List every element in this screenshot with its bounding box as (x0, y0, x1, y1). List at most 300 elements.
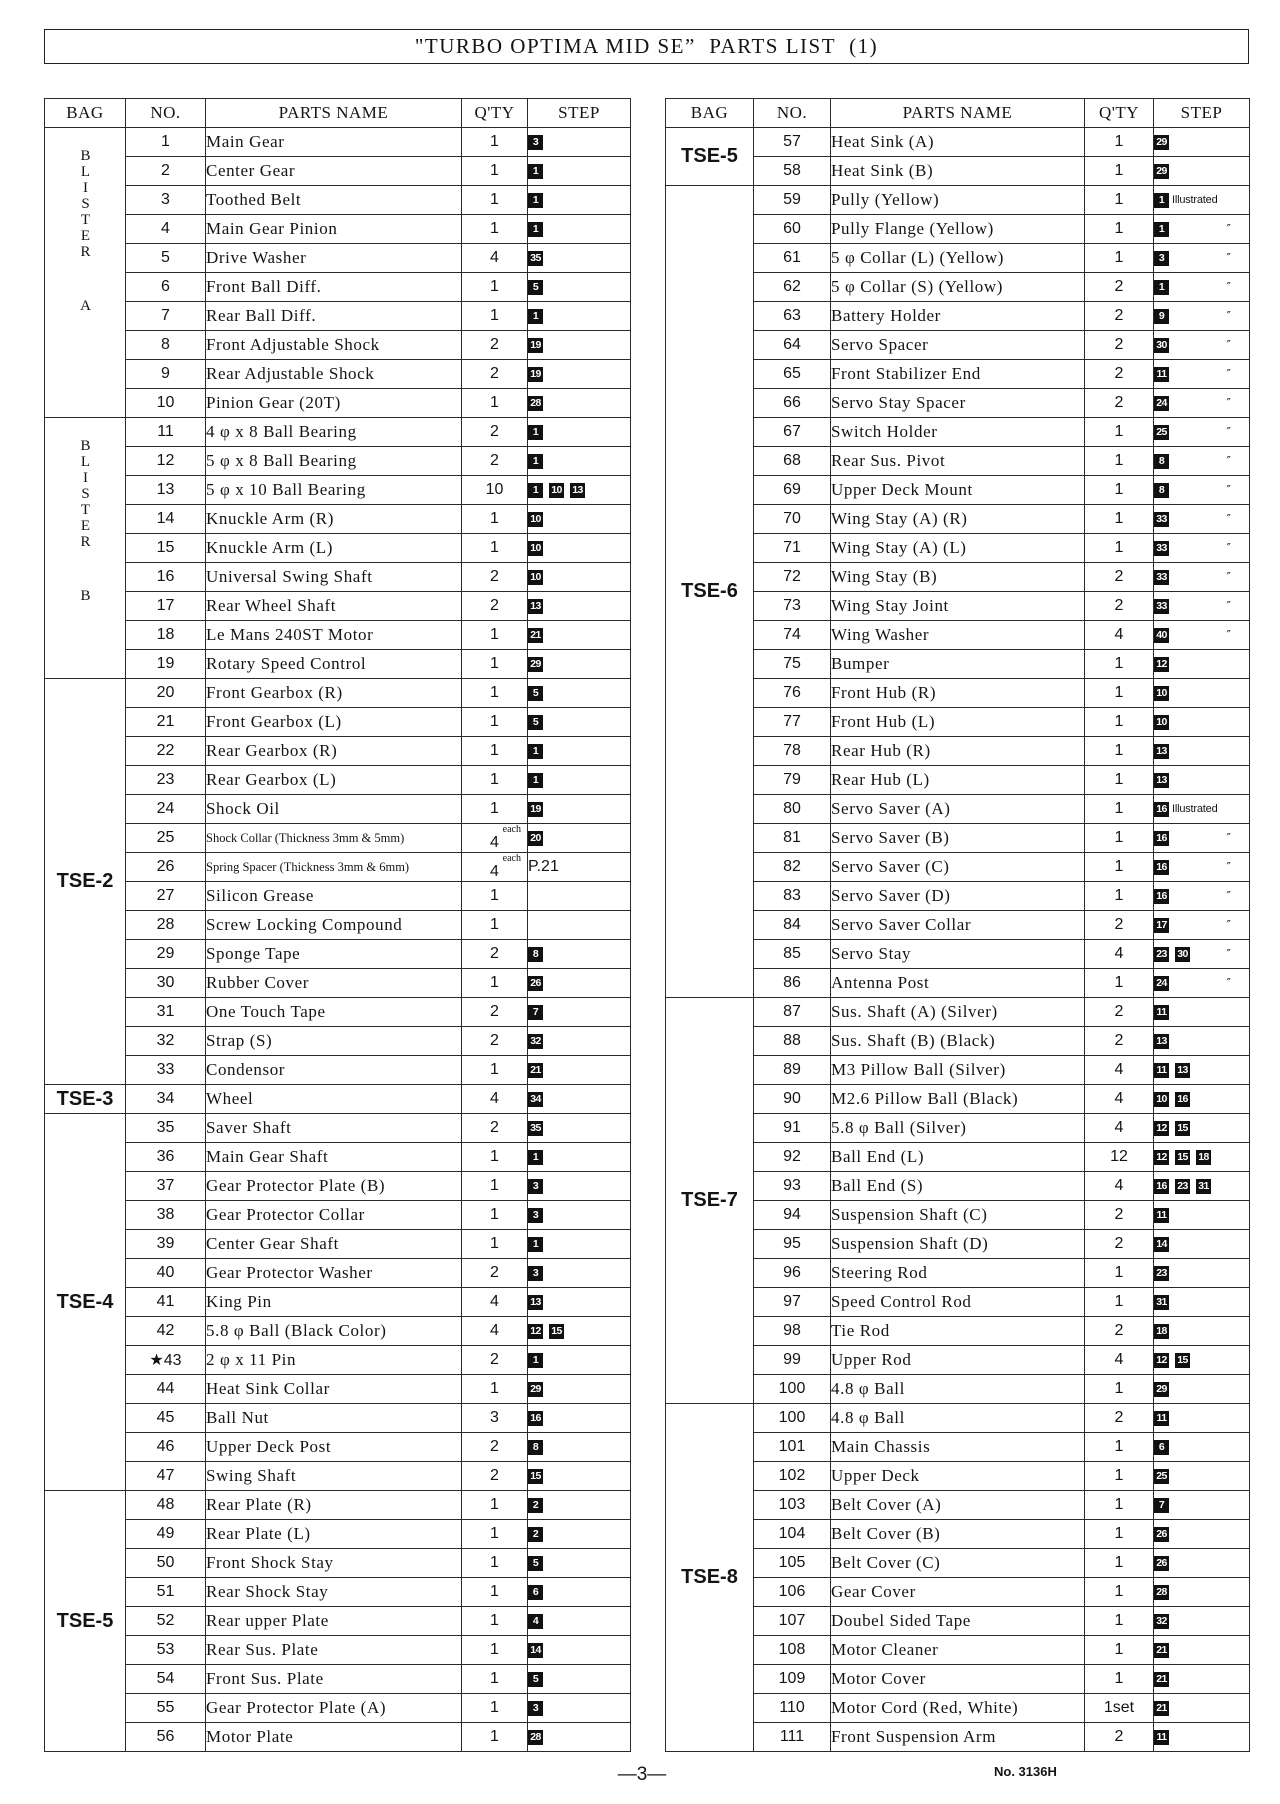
step-badge: 1 (528, 193, 543, 208)
step-list (1154, 303, 1249, 330)
step-cell (528, 563, 631, 592)
step-badge: 3 (1154, 251, 1169, 266)
step-cell (1154, 1230, 1250, 1259)
step-badge: 16 (1154, 1179, 1169, 1194)
qty-value: 2 (1114, 1235, 1124, 1252)
step-list (1154, 796, 1249, 823)
step-badge: 9 (1154, 309, 1169, 324)
step-cell (528, 737, 631, 766)
part-number: 110 (754, 1694, 831, 1723)
step-badge: 4 (528, 1614, 543, 1629)
ditto-mark: ″ (1226, 976, 1231, 990)
qty-value: 1 (1114, 887, 1124, 904)
step-badge: 5 (528, 715, 543, 730)
step-badge: 24 (1154, 976, 1169, 991)
part-qty (1085, 186, 1154, 215)
part-qty (462, 969, 528, 998)
part-number: 91 (754, 1114, 831, 1143)
table-row (666, 1201, 1250, 1230)
step-list (1154, 1666, 1249, 1693)
qty-value: 1 (1114, 1496, 1124, 1513)
table-row (45, 215, 631, 244)
step-list (1154, 593, 1249, 620)
step-cell (528, 244, 631, 273)
qty-value: 1 (1114, 191, 1124, 208)
step-badge: 2 (528, 1498, 543, 1513)
part-number: 4 (126, 215, 206, 244)
step-cell (1154, 679, 1250, 708)
part-number: 39 (126, 1230, 206, 1259)
part-name: Center Gear Shaft (206, 1230, 462, 1259)
qty-value: 2 (1114, 307, 1124, 324)
part-qty (462, 911, 528, 940)
qty-value: 1 (1114, 1264, 1124, 1281)
step-badge: 24 (1154, 396, 1169, 411)
header-row (45, 99, 631, 128)
table-row (45, 708, 631, 737)
part-qty (1085, 418, 1154, 447)
step-badge: 21 (528, 628, 543, 643)
table-row (45, 1433, 631, 1462)
part-number: 27 (126, 882, 206, 911)
step-badge: 15 (528, 1469, 543, 1484)
step-list (1154, 158, 1249, 185)
part-qty (1085, 1288, 1154, 1317)
table-row (666, 1230, 1250, 1259)
part-number: ★43 (126, 1346, 206, 1375)
step-cell (528, 1694, 631, 1723)
part-qty (1085, 534, 1154, 563)
step-list (528, 1434, 630, 1461)
qty-value: 1 (490, 1177, 499, 1194)
step-cell (528, 1085, 631, 1114)
step-list (528, 564, 630, 591)
part-number: 90 (754, 1085, 831, 1114)
table-row (666, 389, 1250, 418)
step-list (1154, 709, 1249, 736)
step-cell (528, 1607, 631, 1636)
qty-value: 1 (1114, 510, 1124, 527)
qty-value: 1set (1103, 1699, 1135, 1716)
step-badge: 33 (1154, 541, 1169, 556)
part-number: 57 (754, 128, 831, 157)
ditto-mark: ″ (1226, 309, 1231, 323)
step-badge: 10 (1154, 715, 1169, 730)
qty-value: 1 (1114, 1525, 1124, 1542)
part-number: 37 (126, 1172, 206, 1201)
part-qty (462, 1694, 528, 1723)
step-list (528, 1492, 630, 1519)
step-badge: 23 (1154, 1266, 1169, 1281)
part-name: Speed Control Rod (831, 1288, 1085, 1317)
part-name: 5 φ Collar (S) (Yellow) (831, 273, 1085, 302)
step-list (1154, 1347, 1249, 1374)
table-row (45, 1027, 631, 1056)
step-list (528, 912, 630, 939)
part-qty (462, 186, 528, 215)
header-no: NO. (754, 99, 831, 128)
step-list (1154, 1637, 1249, 1664)
part-number: 46 (126, 1433, 206, 1462)
bag-cell (45, 1491, 126, 1752)
step-badge: 18 (1154, 1324, 1169, 1339)
part-name: Pully Flange (Yellow) (831, 215, 1085, 244)
part-name: Servo Stay (831, 940, 1085, 969)
step-cell (1154, 302, 1250, 331)
part-number: 50 (126, 1549, 206, 1578)
step-list (1154, 1173, 1249, 1200)
step-cell (1154, 766, 1250, 795)
step-badge: 11 (1154, 1411, 1169, 1426)
part-name: Wing Stay (A) (L) (831, 534, 1085, 563)
step-cell (528, 1549, 631, 1578)
step-list (1154, 912, 1249, 939)
part-number: 96 (754, 1259, 831, 1288)
qty-value: 1 (490, 1583, 499, 1600)
qty-value: 2 (1114, 568, 1124, 585)
step-list (1154, 1115, 1249, 1142)
part-number: 9 (126, 360, 206, 389)
step-badge: 3 (528, 135, 543, 150)
bag-cell (666, 1404, 754, 1752)
step-list (528, 361, 630, 388)
part-name: Upper Rod (831, 1346, 1085, 1375)
qty-value: 2 (1114, 365, 1124, 382)
step-badge: 15 (1175, 1121, 1190, 1136)
step-badge: 21 (1154, 1701, 1169, 1716)
qty-value: 2 (490, 365, 499, 382)
step-list (528, 1144, 630, 1171)
part-number: 103 (754, 1491, 831, 1520)
step-list (1154, 1231, 1249, 1258)
part-name: Suspension Shaft (D) (831, 1230, 1085, 1259)
qty-value: 1 (490, 1670, 499, 1687)
part-number: 80 (754, 795, 831, 824)
ditto-mark: ″ (1226, 454, 1231, 468)
qty-value: 1 (1114, 1583, 1124, 1600)
qty-value: 2 (490, 336, 499, 353)
step-cell (528, 1462, 631, 1491)
part-qty (1085, 1665, 1154, 1694)
bag-label: TSE-3 (56, 1087, 114, 1110)
step-badge: 1 (528, 425, 543, 440)
qty-value: 1 (490, 916, 499, 933)
step-cell (1154, 911, 1250, 940)
step-cell (528, 1259, 631, 1288)
part-number: 68 (754, 447, 831, 476)
part-number: 106 (754, 1578, 831, 1607)
step-badge: 1 (528, 773, 543, 788)
part-name: Rotary Speed Control (206, 650, 462, 679)
table-row (666, 244, 1250, 273)
part-name: M3 Pillow Ball (Silver) (831, 1056, 1085, 1085)
qty-value: 1 (1114, 1641, 1124, 1658)
table-row (45, 418, 631, 447)
part-qty (462, 795, 528, 824)
step-list (1154, 1579, 1249, 1606)
step-badge: 12 (1154, 1150, 1169, 1165)
part-qty (462, 505, 528, 534)
qty-value: 1 (1114, 1380, 1124, 1397)
part-name: Gear Protector Washer (206, 1259, 462, 1288)
step-badge: 30 (1154, 338, 1169, 353)
part-qty (1085, 447, 1154, 476)
step-list (1154, 680, 1249, 707)
part-qty (1085, 824, 1154, 853)
step-cell (1154, 1085, 1250, 1114)
part-number: 18 (126, 621, 206, 650)
qty-value: 4 (1114, 1061, 1124, 1078)
bag-label: BLISTER A (77, 148, 94, 314)
table-row (666, 737, 1250, 766)
step-badge: 14 (1154, 1237, 1169, 1252)
part-name: Sus. Shaft (A) (Silver) (831, 998, 1085, 1027)
qty-value: 1 (490, 713, 499, 730)
step-badge: 29 (1154, 164, 1169, 179)
qty-value: 1 (1114, 800, 1124, 817)
step-list (528, 1028, 630, 1055)
table-row (45, 186, 631, 215)
step-list (528, 506, 630, 533)
qty-value: 1 (1114, 1612, 1124, 1629)
part-name: Tie Rod (831, 1317, 1085, 1346)
step-badge: 15 (549, 1324, 564, 1339)
part-name: Le Mans 240ST Motor (206, 621, 462, 650)
page-number: —3— (617, 1764, 667, 1785)
step-badge: 13 (570, 483, 585, 498)
part-number: 100 (754, 1375, 831, 1404)
part-qty (1085, 650, 1154, 679)
part-number: 5 (126, 244, 206, 273)
part-qty (462, 1491, 528, 1520)
step-list (1154, 535, 1249, 562)
part-number: 20 (126, 679, 206, 708)
part-name: Servo Saver (C) (831, 853, 1085, 882)
step-cell (528, 302, 631, 331)
table-row (666, 621, 1250, 650)
step-cell (1154, 186, 1250, 215)
qty-value: 1 (490, 1061, 499, 1078)
step-list (528, 1608, 630, 1635)
step-list (528, 390, 630, 417)
table-row (45, 157, 631, 186)
part-qty (1085, 1346, 1154, 1375)
step-badge: 1 (528, 454, 543, 469)
qty-each-label: each (502, 853, 521, 864)
step-cell (528, 1230, 631, 1259)
qty-value: 1 (1114, 1293, 1124, 1310)
part-number: 52 (126, 1607, 206, 1636)
table-row (666, 1636, 1250, 1665)
part-qty (462, 244, 528, 273)
step-list (1154, 1057, 1249, 1084)
part-name: Antenna Post (831, 969, 1085, 998)
part-qty (1085, 563, 1154, 592)
step-list (1154, 187, 1249, 214)
step-badge: 1 (528, 744, 543, 759)
part-qty (1085, 1520, 1154, 1549)
step-list (1154, 1434, 1249, 1461)
step-badge: 26 (1154, 1527, 1169, 1542)
part-name: Main Gear Pinion (206, 215, 462, 244)
table-row (45, 389, 631, 418)
part-qty (1085, 1636, 1154, 1665)
step-cell (1154, 853, 1250, 882)
part-qty (1085, 1259, 1154, 1288)
step-list (528, 187, 630, 214)
step-badge: 16 (528, 1411, 543, 1426)
ditto-mark: ″ (1226, 222, 1231, 236)
qty-value: 2 (490, 452, 499, 469)
part-name: Ball End (L) (831, 1143, 1085, 1172)
part-qty (1085, 273, 1154, 302)
part-qty (462, 1549, 528, 1578)
part-name: King Pin (206, 1288, 462, 1317)
step-list (528, 1347, 630, 1374)
qty-value: 2 (490, 1003, 499, 1020)
part-number: 2 (126, 157, 206, 186)
part-qty (1085, 1375, 1154, 1404)
part-name: Gear Protector Plate (B) (206, 1172, 462, 1201)
ditto-mark: ″ (1226, 396, 1231, 410)
part-qty (462, 534, 528, 563)
ditto-mark: ″ (1226, 570, 1231, 584)
part-qty (1085, 331, 1154, 360)
table-row (45, 1694, 631, 1723)
part-name: Motor Cover (831, 1665, 1085, 1694)
table-row (666, 505, 1250, 534)
header-step: STEP (528, 99, 631, 128)
part-name: Saver Shaft (206, 1114, 462, 1143)
illustrated-note: Illustrated (1172, 803, 1218, 815)
step-cell (1154, 1549, 1250, 1578)
step-badge: 31 (1196, 1179, 1211, 1194)
step-badge: 12 (1154, 1353, 1169, 1368)
part-number: 49 (126, 1520, 206, 1549)
table-row (45, 1114, 631, 1143)
table-row (45, 563, 631, 592)
step-badge: 18 (1196, 1150, 1211, 1165)
ditto-mark: ″ (1226, 280, 1231, 294)
table-row (666, 1433, 1250, 1462)
part-number: 99 (754, 1346, 831, 1375)
part-number: 69 (754, 476, 831, 505)
table-row (666, 1346, 1250, 1375)
part-name: Shock Oil (206, 795, 462, 824)
qty-value: 4 (490, 1293, 499, 1310)
step-list (1154, 1289, 1249, 1316)
table-row (45, 128, 631, 157)
table-row (666, 1288, 1250, 1317)
step-cell (1154, 389, 1250, 418)
table-row (45, 853, 631, 882)
part-number: 63 (754, 302, 831, 331)
part-name: Rear Adjustable Shock (206, 360, 462, 389)
step-badge: 1 (1154, 193, 1169, 208)
step-cell (528, 1636, 631, 1665)
table-row (45, 273, 631, 302)
qty-value: 2 (490, 1438, 499, 1455)
table-row (666, 1520, 1250, 1549)
table-row (666, 1694, 1250, 1723)
step-badge: 10 (528, 570, 543, 585)
part-name: Swing Shaft (206, 1462, 462, 1491)
part-number: 34 (126, 1085, 206, 1114)
step-badge: 21 (1154, 1672, 1169, 1687)
qty-value: 2 (1114, 394, 1124, 411)
step-badge: 21 (528, 1063, 543, 1078)
step-list (1154, 390, 1249, 417)
document-number: No. 3136H (994, 1764, 1057, 1779)
qty-value: 1 (1114, 655, 1124, 672)
table-row (666, 128, 1250, 157)
part-qty (1085, 708, 1154, 737)
step-list (1154, 854, 1249, 881)
step-badge: 5 (528, 1556, 543, 1571)
step-list (1154, 448, 1249, 475)
part-number: 86 (754, 969, 831, 998)
part-qty (462, 824, 528, 853)
part-qty (1085, 911, 1154, 940)
bag-label: TSE-6 (681, 580, 738, 602)
step-list (528, 767, 630, 794)
table-row (666, 1259, 1250, 1288)
qty-value: 12 (1110, 1148, 1128, 1165)
step-cell (528, 447, 631, 476)
step-badge: 29 (528, 657, 543, 672)
step-list (528, 419, 630, 446)
part-qty (462, 708, 528, 737)
part-qty (462, 1259, 528, 1288)
part-number: 62 (754, 273, 831, 302)
step-badge: 13 (528, 1295, 543, 1310)
qty-each-label: each (502, 824, 521, 835)
header-step: STEP (1154, 99, 1250, 128)
step-list (1154, 825, 1249, 852)
part-qty (462, 650, 528, 679)
step-badge: 1 (528, 164, 543, 179)
step-list (1154, 1376, 1249, 1403)
bag-cell (45, 679, 126, 1085)
part-number: 88 (754, 1027, 831, 1056)
part-qty (462, 1462, 528, 1491)
part-name: Rear Plate (R) (206, 1491, 462, 1520)
part-qty (462, 1433, 528, 1462)
step-badge: 2 (528, 1527, 543, 1542)
part-name: 5.8 φ Ball (Silver) (831, 1114, 1085, 1143)
step-cell (1154, 1404, 1250, 1433)
part-qty (462, 273, 528, 302)
step-cell (1154, 1317, 1250, 1346)
step-list (528, 651, 630, 678)
part-name: Gear Protector Plate (A) (206, 1694, 462, 1723)
qty-value: 1 (490, 742, 499, 759)
part-name: Main Gear (206, 128, 462, 157)
table-row (666, 1578, 1250, 1607)
qty-value: 1 (1114, 539, 1124, 556)
table-row (666, 1723, 1250, 1752)
step-cell (528, 157, 631, 186)
step-list (1154, 1260, 1249, 1287)
step-list (1154, 419, 1249, 446)
step-cell (528, 1665, 631, 1694)
step-badge: 10 (549, 483, 564, 498)
part-name: 5.8 φ Ball (Black Color) (206, 1317, 462, 1346)
bag-label: BLISTER B (77, 438, 94, 604)
part-number: 70 (754, 505, 831, 534)
part-qty (462, 447, 528, 476)
part-name: Servo Spacer (831, 331, 1085, 360)
